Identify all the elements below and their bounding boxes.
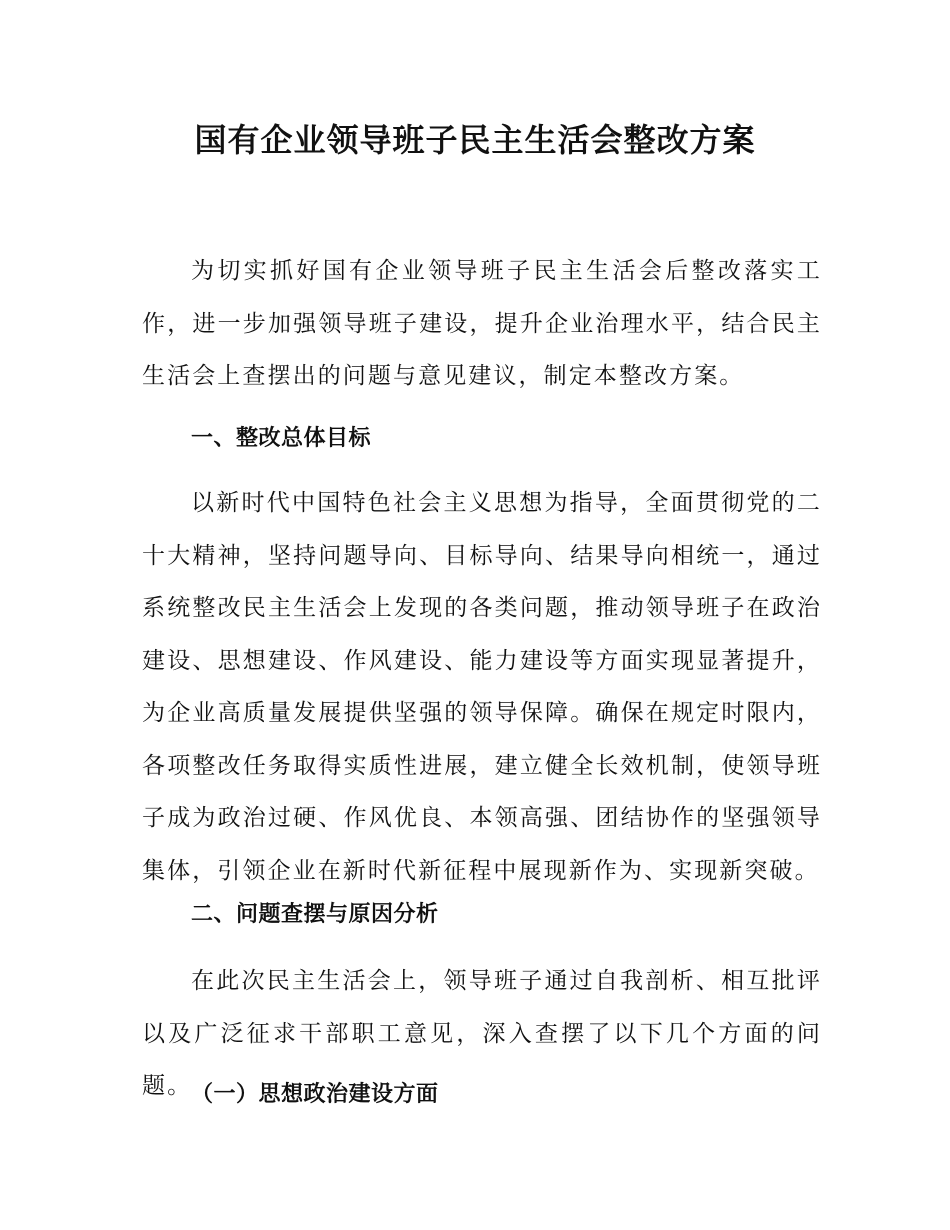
section-1-paragraph: 以新时代中国特色社会主义思想为指导，全面贯彻党的二十大精神，坚持问题导向、目标导向、结果导向相统一，通过系统整改民主生活会上发现的各类问题，推动领导班子在政治建设、思想建设、作风建设、能力建设等方面实现显著提升，为企业高质量发展提供坚强的领导保障。确保在规定时限内，各项整改任务取得实质性进展，建立健全长效机制，使领导班子成为政治过硬、作风优良、本领高强、团结协作的坚强领导集体，引领企业在新时代新征程中展现新作为、实现新突破。 <box>142 490 822 884</box>
document-title: 国有企业领导班子民主生活会整改方案 <box>194 121 756 159</box>
section-2-paragraph: 在此次民主生活会上，领导班子通过自我剖析、相互批评以及广泛征求干部职工意见，深入查摆了以下几个方面的问题。 <box>142 968 822 1099</box>
section-1-heading: 一、整改总体目标 <box>191 426 372 451</box>
section-2-heading: 二、问题查摆与原因分析 <box>191 902 439 927</box>
intro-paragraph: 为切实抓好国有企业领导班子民主生活会后整改落实工作，进一步加强领导班子建设，提升企业治理水平，结合民主生活会上查摆出的问题与意见建议，制定本整改方案。 <box>142 258 822 389</box>
subsection-1-heading: （一）思想政治建设方面 <box>191 1082 439 1107</box>
